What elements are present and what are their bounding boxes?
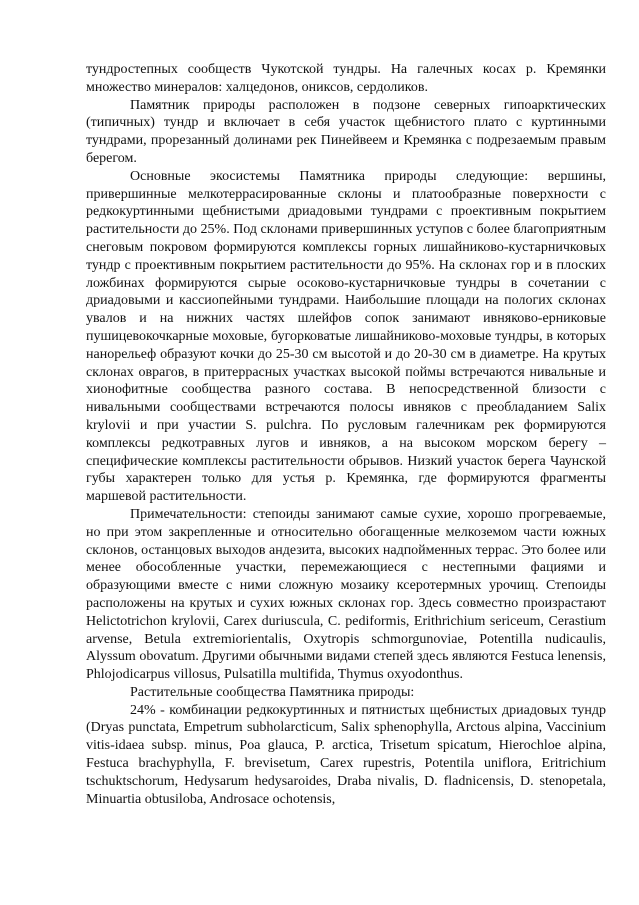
paragraph-continuation: тундростепных сообществ Чукотской тундры. На галечных косах р. Кремянки множество минералов: халцедонов, ониксов, сердоликов.: [86, 62, 606, 95]
document-body: [86, 61, 606, 808]
paragraph-community-list: 24% - комбинации редкокуртинных и пятнистых щебнистых дриадовых тундр (Dryas punctata, Empetrum subholarcticum, Salix sphenophylla, Arctous alpina, Vaccinium vitis-idaea subsp. minus, Poa glauca, P. arctica, Trisetum spicatum, Hierochloe alpina, Festuca brachyphylla, F. brevisetum, Carex rupestris, Potentila uniflora, Eritrichium tschuktschorum, Hedysarum hedysaroides, Draba nivalis, D. fladnicensis, D. stenopetala, Minuartia obtusiloba, Androsace ochotensis,: [86, 702, 606, 807]
paragraph-ecosystems: Основные экосистемы Памятника природы следующие: вершины, привершинные мелкотеррасированные склоны и платообразные поверхности с редкокуртинными щебнистыми дриадовыми тундрами с проективным покрытием растительности до 25%. Под склонами привершинных уступов с более благоприятным снеговым покровом формируются комплексы горных лишайниково-кустарничковых тундр с проективным покрытием растительности до 95%. На склонах гор и в плоских ложбинах формируются сырые осоково-кустарничковые тундры в сочетании с дриадовыми и кассиопейными тундрами. Наибольшие площади на пологих склонах увалов и на нижних частях шлейфов сопок занимают ивняково-ерниковые пушицевокочкарные моховые, бугорковатые лишайниково-моховые тундры, в которых нанорельеф образуют кочки до 25-30 см высотой и до 20-30 см в диаметре. На крутых склонах оврагов, в притеррасных участках высокой поймы встречаются нивальные и хионофитные сообщества разного состава. В непосредственной близости с нивальными сообществами встречаются полосы ивняков с преобладанием Salix krylovii и при участии S. pulchra. По русловым галечникам рек формируются комплексы редкотравных лугов и ивняков, а на высоком морском берегу – специфические комплексы растительности обрывов. Низкий участок берега Чаунской губы характерен только для устья р. Кремянка, где формируются фрагменты маршевой растительности.: [86, 168, 606, 505]
paragraph-location: Памятник природы расположен в подзоне северных гипоарктических (типичных) тундр и включает в себя участок щебнистого плато с куртинными тундрами, прорезанный долинами рек Пинейвеем и Кремянка с подрезаемым правым берегом.: [86, 97, 606, 166]
paragraph-communities-heading: Растительные сообщества Памятника природы:: [130, 684, 415, 700]
paragraph-notable-features: Примечательности: степоиды занимают самые сухие, хорошо прогреваемые, но при этом закрепленные и относительно обогащенные мелкоземом части южных склонов, останцовых выходов андезита, высоких надпойменных террас. Это более или менее обособленные участки, перемежающиеся с нестепными фациями и образующими вместе с ними сложную мозаику ксеротермных урочищ. Степоиды расположены на крутых и сухих южных склонах гор. Здесь совместно произрастают Helictotrichon krylovii, Carex duriuscula, C. pediformis, Erithrichium sericeum, Cerastium arvense, Betula extremiorientalis, Oxytropis schmorgunoviae, Potentilla nudicaulis, Alyssum obovatum. Другими обычными видами степей здесь являются Festuca lenensis, Phlojodicarpus villosus, Pulsatilla multifida, Thymus oxyodonthus.: [86, 506, 606, 683]
